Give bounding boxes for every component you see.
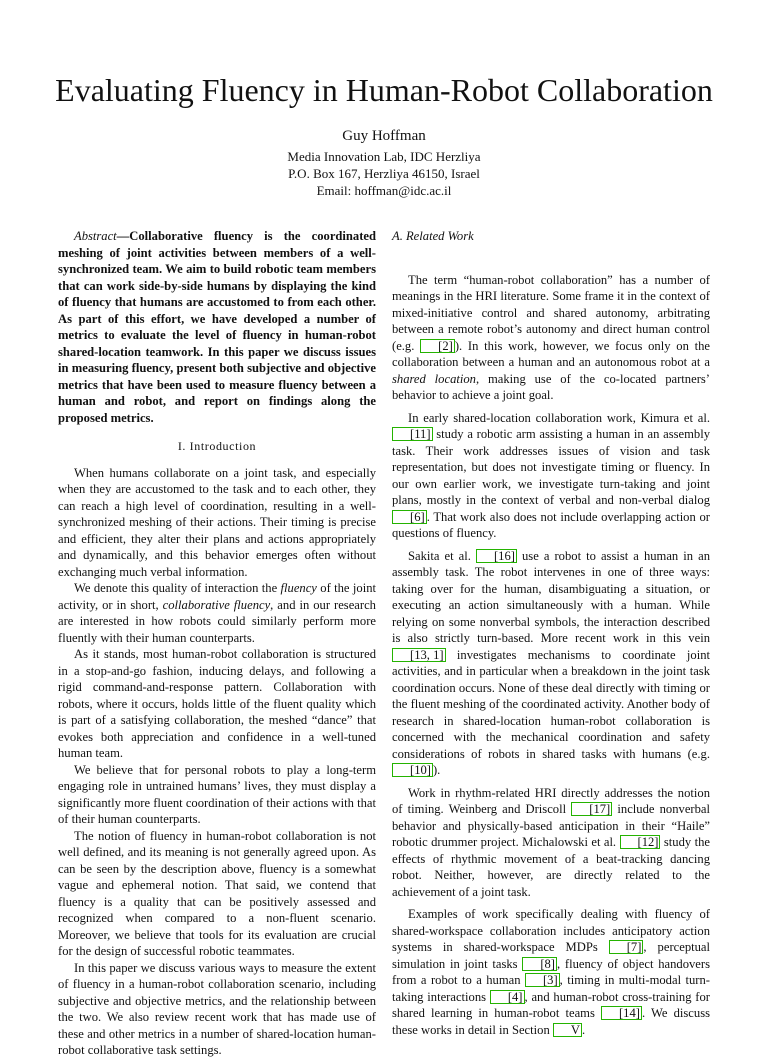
citation-link[interactable]: [7]	[609, 940, 644, 954]
intro-paragraph-3: As it stands, most human-robot collaboration is structured in a stop-and-go fashion, inducing delays, and following a rigid command-and-response pattern. Collaboration with robots, where it occurs, holds little of the fluent quality which is part of a satisfying collaboration, the meshed “dance” that evokes both appreciation and confidence in a well-tuned human team.	[58, 647, 376, 760]
intro-paragraph-2	[58, 580, 376, 646]
citation-link[interactable]: [6]	[392, 510, 427, 524]
text-run: , perceptual simulation in joint tasks	[392, 940, 710, 971]
related-paragraph-2	[392, 410, 710, 542]
text-run: Sakita et al.	[408, 548, 476, 563]
text-run: , timing in multi-modal turn-taking interactions	[392, 973, 710, 1004]
citation-link[interactable]: [17]	[571, 802, 612, 816]
intro-paragraph-1: When humans collaborate on a joint task, and especially when they are accustomed to the task and to each other, they can reach a high level of coordination, resulting in a well-synchronized meshing of their actions. Their timing is precise and efficient, they alter their plans and actions appropriately and dynamically, and this behavior emerges often without exchanging much verbal information.	[58, 465, 376, 579]
text-run: of the joint activity, or in short,	[58, 581, 376, 612]
text-run: , making use of the co-located partners’ behavior to achieve a joint goal.	[392, 371, 710, 402]
text-run: study the effects of rhythmic movement of a beat-tracking dancing robot. Neither, however, are directly related to the achievement of a joint task.	[392, 835, 710, 899]
text-run: . We discuss these works in detail in Section	[392, 1006, 710, 1037]
text-run: . That work also does not include overlapping action or questions of fluency.	[392, 509, 710, 540]
text-run: Examples of work specifically dealing with fluency of shared-workspace collaboration includes anticipatory action systems in shared-workspace MDPs	[392, 907, 710, 954]
text-run: ).	[432, 763, 441, 777]
text-run: We denote this quality of interaction the	[74, 581, 281, 595]
subsection-heading-related-work: A. Related Work	[392, 229, 474, 243]
paper-title: Evaluating Fluency in Human-Robot Collaboration	[55, 72, 713, 108]
emphasis-fluency: fluency	[280, 581, 317, 595]
text-run: The term “human-robot collaboration” has a number of meanings in the HRI literature. Some frame it in the context of mixed-initiative control and shared autonomy, arbitrating between a remote robot’s autonomy and direct human control (e.g.	[392, 272, 710, 353]
section-heading-introduction: I. Introduction	[177, 439, 257, 453]
text-run: , fluency of object handovers from a robot to a human	[392, 956, 710, 987]
citation-link[interactable]: [10]	[392, 763, 433, 777]
author-address: P.O. Box 167, Herzliya 46150, Israel	[288, 166, 480, 181]
author-block	[0, 127, 768, 199]
citation-link[interactable]: [3]	[525, 973, 560, 987]
citation-link[interactable]: [2]	[420, 339, 455, 353]
abstract-text: —Collaborative fluency is the coordinated meshing of joint activities between members of a well-synchronized team. We aim to build robotic team members that can work side-by-side humans by displaying the kind of fluency that humans are accustomed to from each other. As part of this effort, we have developed a number of metrics to evaluate the level of fluency in human-robot shared-location teamwork. In this paper we discuss issues in measuring fluency, present both subjective and objective metrics that have been used to measure fluency between a human and robot, and report on findings along the proposed metrics.	[58, 229, 376, 425]
emphasis-collaborative-fluency: collaborative fluency	[162, 597, 271, 612]
related-paragraph-4	[392, 785, 710, 901]
left-column	[58, 228, 376, 1059]
abstract-label: Abstract	[74, 229, 117, 243]
text-run: include nonverbal behavior and physically-based anticipation in their “Haile” robotic drummer project. Michalowski et al.	[392, 802, 710, 849]
intro-paragraph-6: In this paper we discuss various ways to measure the extent of fluency in a human-robot collaboration scenario, including subjective and objective metrics, and the relationship between the two. We also review recent work that has made use of these and other metrics in a number of shared-location human-robot collaborative task settings.	[58, 960, 376, 1057]
text-run: investigates mechanisms to coordinate joint activities, and in particular when a breakdown in the joint task coordination occurs. None of these deal directly with timing or the fluent meshing of the coordinated activity. Another body of research in shared-location human-robot collaboration is concerned with the mechanical coordination and safety considerations of robots in shared tasks with humans (e.g.	[392, 647, 710, 761]
intro-paragraph-5: The notion of fluency in human-robot collaboration is not well defined, and its meaning is not generally agreed upon. As can be seen by the description above, fluency is a somewhat vague and ephemeral notion. That said, we contend that fluency is a quality that can be positively assessed and recognized when compared to a non-fluent scenario. Moreover, we believe that tools for its evaluation are crucial for the design of successful robotic teammates.	[58, 828, 376, 958]
related-paragraph-3	[392, 548, 710, 779]
text-run: .	[582, 1022, 586, 1037]
citation-link[interactable]: [11]	[392, 427, 433, 441]
right-column	[392, 228, 710, 1044]
text-run: ). In this work, however, we focus only on the collaboration between a human and an autonomous robot at a	[392, 338, 710, 369]
text-run: Work in rhythm-related HRI directly addresses the notion of timing. Weinberg and Driscoll	[392, 785, 710, 816]
citation-link[interactable]: [13, 1]	[392, 648, 446, 662]
text-run: study a robotic arm assisting a human in an assembly task. Their work addresses issues of vision and task representation, but does not investigate timing or fluency. In our own earlier work, we investigate turn-taking and joint plans, mostly in the context of verbal and non-verbal dialog	[392, 427, 710, 507]
citation-link[interactable]: [8]	[522, 957, 557, 971]
related-paragraph-5	[392, 906, 710, 1038]
author-email: Email: hoffman@idc.ac.il	[316, 183, 452, 198]
text-run: use a robot to assist a human in an assembly task. The robot intervenes in one of three ways: taking over for the human, disambiguating a situation, or executing an action simultaneously with a human. While relying on some nonverbal symbols, the interaction described is also strictly turn-based. More recent work in this vein	[392, 548, 711, 645]
author-affiliation: Media Innovation Lab, IDC Herzliya	[287, 149, 481, 164]
text-run: , and human-robot cross-training for shared learning in human-robot teams	[392, 989, 710, 1020]
intro-paragraph-4: We believe that for personal robots to play a long-term engaging role in untrained humans’ lives, they must display a significantly more fluent coordination of their actions with that of their human counterparts.	[58, 762, 376, 826]
abstract	[58, 228, 376, 426]
text-run: , and in our research are interested in how robots could similarly perform more fluently with their human counterparts.	[58, 597, 376, 645]
citation-link[interactable]: [12]	[620, 835, 661, 849]
citation-link[interactable]: [14]	[601, 1006, 642, 1020]
citation-link[interactable]: [4]	[490, 990, 525, 1004]
author-name: Guy Hoffman	[342, 128, 426, 144]
section-reference-link[interactable]: V	[553, 1023, 582, 1037]
citation-link[interactable]: [16]	[476, 549, 517, 563]
related-paragraph-1	[392, 272, 710, 404]
text-run: In early shared-location collaboration work, Kimura et al.	[408, 410, 710, 425]
emphasis-shared-location: shared location	[392, 371, 476, 386]
